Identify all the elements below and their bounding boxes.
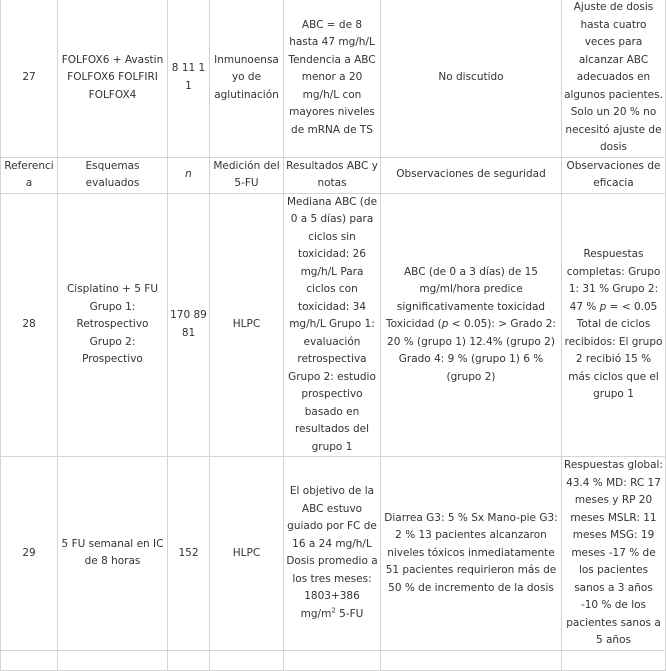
- esquemas-cell: FOLFOX6 + Avastin FOLFOX6 FOLFIRI FOLFOX4: [58, 0, 168, 157]
- header-esquemas: Esquemas evaluados: [58, 157, 168, 193]
- table-row: [1, 193, 666, 457]
- resultados-cell: Mediana ABC (de 0 a 5 días) para ciclos sin toxicidad: 26 mg/h/L Para ciclos con toxicidad: 34 mg/h/L Grupo 1: evaluación retrospectiva Grupo 2: estudio prospectivo basado en resultados del grupo 1: [284, 193, 381, 457]
- p-value-symbol: p: [599, 300, 607, 313]
- esquemas-cell: 5 FU semanal en IC de 8 horas: [58, 457, 168, 651]
- header-resultados: Resultados ABC y notas: [284, 157, 381, 193]
- medicion-cell: Inmunoensayo de aglutinación: [210, 0, 284, 157]
- header-medicion: Medición del 5-FU: [210, 157, 284, 193]
- header-ref: Referencia: [1, 157, 58, 193]
- superscript: 2: [331, 606, 336, 615]
- n-cell: 8 11 1 1: [168, 0, 210, 157]
- header-eficacia: Observaciones de eficacia: [562, 157, 666, 193]
- seguridad-cell: No discutido: [381, 0, 562, 157]
- table-row: [1, 457, 666, 651]
- eficacia-text-a: Respuestas completas: Grupo 1: 31 % Grupo 2: 47 %: [566, 248, 661, 313]
- eficacia-cell: Respuestas global: 43.4 % MD: RC 17 meses y RP 20 meses MSLR: 11 meses MSG: 19 meses -17 % de los pacientes sanos a 3 años -10 % de los pacientes sanos a 5 años: [562, 457, 666, 651]
- esquemas-cell: Cisplatino + 5 FU Grupo 1: Retrospectivo Grupo 2: Prospectivo: [58, 193, 168, 457]
- seguridad-cell: Diarrea G3: 5 % Sx Mano-pie G3: 2 % 13 pacientes alcanzaron niveles tóxicos inmediatamente 51 pacientes requirieron más de 50 % de incremento de la dosis: [381, 457, 562, 651]
- medicion-cell: HLPC: [210, 457, 284, 651]
- ref-cell: 28: [1, 193, 58, 457]
- seguridad-text-b: < 0.05): > Grado 2: 20 % (grupo 1) 12.4% (grupo 2) Grado 4: 9 % (grupo 1) 6 % (grupo 2): [387, 318, 556, 383]
- n-cell: 170 89 81: [168, 193, 210, 457]
- n-cell: 152: [168, 457, 210, 651]
- eficacia-text-b: = < 0.05 Total de ciclos recibidos: El grupo 2 recibió 15 % más ciclos que el grupo 1: [564, 300, 663, 400]
- eficacia-cell: Ajuste de dosis hasta cuatro veces para alcanzar ABC adecuados en algunos pacientes. Solo un 20 % no necesitó ajuste de dosis: [562, 0, 666, 157]
- header-n: n: [168, 157, 210, 193]
- resultados-text-b: 5-FU: [335, 607, 364, 620]
- ref-cell: 29: [1, 457, 58, 651]
- ref-cell: 27: [1, 0, 58, 157]
- header-row: [1, 157, 666, 193]
- seguridad-cell: [381, 193, 562, 457]
- resultados-text-a: El objetivo de la ABC estuvo guiado por FC de 16 a 24 mg/h/L Dosis promedio a los tres meses: 1803+386 mg/m: [286, 485, 378, 620]
- table-row-partial: [1, 650, 666, 670]
- seguridad-text-a: ABC (de 0 a 3 días) de 15 mg/ml/hora predice significativamente toxicidad Toxicidad (: [386, 265, 546, 330]
- medicion-cell: HLPC: [210, 193, 284, 457]
- eficacia-cell: [562, 193, 666, 457]
- p-value-symbol: p: [441, 318, 449, 330]
- table-row: [1, 0, 666, 157]
- resultados-cell: ABC = de 8 hasta 47 mg/h/L Tendencia a ABC menor a 20 mg/h/L con mayores niveles de mRNA de TS: [284, 0, 381, 157]
- header-seguridad: Observaciones de seguridad: [381, 157, 562, 193]
- resultados-cell: [284, 457, 381, 651]
